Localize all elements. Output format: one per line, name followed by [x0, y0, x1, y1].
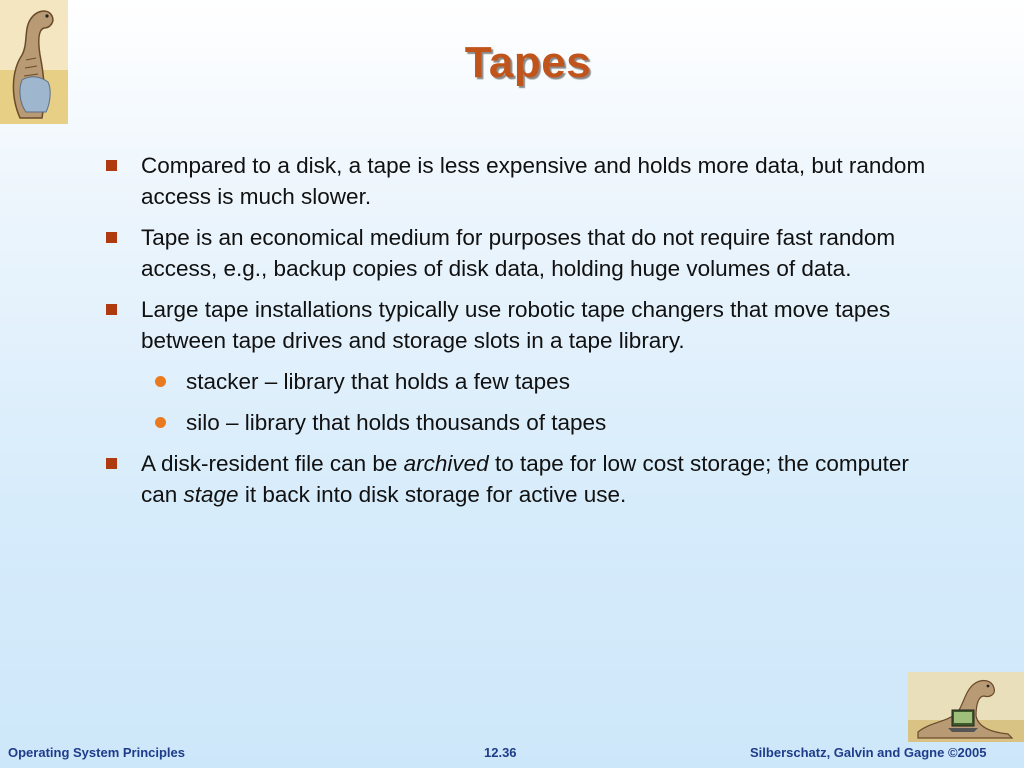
footer-copyright: Silberschatz, Galvin and Gagne ©2005	[750, 745, 987, 760]
round-bullet-icon	[155, 376, 166, 387]
square-bullet-icon	[106, 160, 117, 171]
sub-bullet-item	[104, 407, 934, 438]
bullet-text	[141, 451, 909, 507]
slide-title: Tapes	[464, 38, 592, 87]
square-bullet-icon	[106, 232, 117, 243]
dinosaur-with-laptop-icon	[908, 672, 1024, 742]
bullet-item	[104, 448, 934, 510]
bullet-list	[104, 150, 934, 520]
text-segment: it back into disk storage for active use.	[238, 482, 627, 507]
sub-bullet-text: silo – library that holds thousands of tapes	[186, 410, 607, 435]
bullet-text: Large tape installations typically use robotic tape changers that move tapes between tape drives and storage slots in a tape library.	[141, 297, 891, 353]
footer-course-title: Operating System Principles	[8, 745, 186, 760]
square-bullet-icon	[106, 458, 117, 469]
bullet-text: Tape is an economical medium for purposes that do not require fast random access, e.g., backup copies of disk data, holding huge volumes of data.	[141, 225, 896, 281]
bullet-item	[104, 222, 934, 284]
round-bullet-icon	[155, 417, 166, 428]
footer-slide-number: 12.36	[484, 745, 517, 760]
emphasis-stage: stage	[183, 482, 239, 507]
bullet-text: Compared to a disk, a tape is less expensive and holds more data, but random access is much slower.	[141, 153, 926, 209]
sub-bullet-item	[104, 366, 934, 397]
square-bullet-icon	[106, 304, 117, 315]
sub-bullet-text: stacker – library that holds a few tapes	[186, 369, 570, 394]
emphasis-archived: archived	[403, 451, 489, 476]
bullet-item	[104, 150, 934, 212]
bullet-item	[104, 294, 934, 356]
text-segment: to tape for low cost storage; the computer can	[141, 451, 909, 507]
text-segment: A disk-resident file can be	[141, 451, 404, 476]
